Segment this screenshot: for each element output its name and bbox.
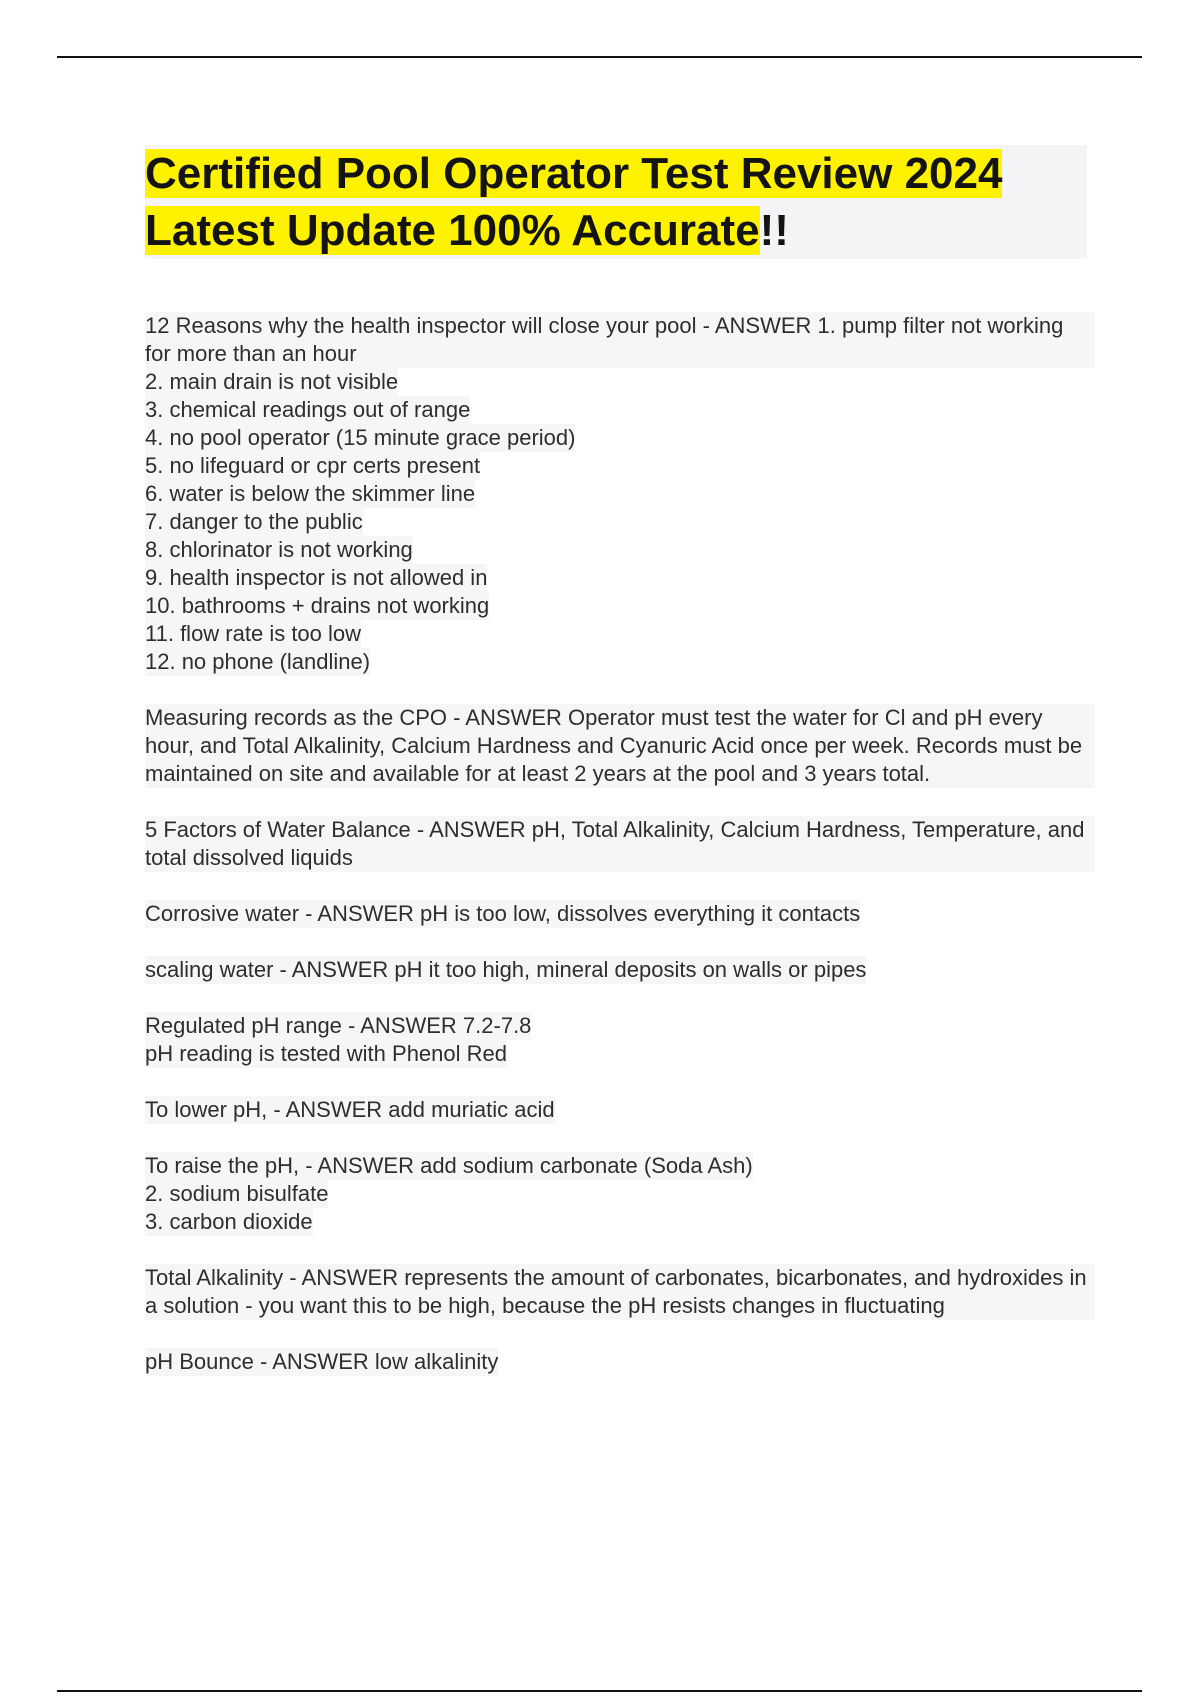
qa-entry (145, 1348, 1095, 1376)
qa-answer-line: 5. no lifeguard or cpr certs present (145, 453, 481, 478)
qa-question-line: Total Alkalinity - ANSWER represents the amount of carbonates, bicarbonates, and hydroxides in a solution - you want this to be high, because the pH resists changes in fluctuating (145, 1264, 1095, 1320)
qa-answer-line: 2. main drain is not visible (145, 369, 399, 394)
qa-entry (145, 312, 1095, 676)
qa-answer-line: 6. water is below the skimmer line (145, 481, 476, 506)
page-title (145, 145, 1087, 259)
qa-answer-line: pH reading is tested with Phenol Red (145, 1041, 507, 1066)
top-rule (57, 56, 1142, 58)
qa-answer-line: 2. sodium bisulfate (145, 1181, 329, 1206)
qa-answer-line: 8. chlorinator is not working (145, 537, 413, 562)
qa-entry (145, 1152, 1095, 1236)
qa-answer-line: 4. no pool operator (15 minute grace period) (145, 425, 576, 450)
qa-entry (145, 1096, 1095, 1124)
qa-entry (145, 1012, 1095, 1068)
qa-entry (145, 1264, 1095, 1320)
qa-question-line: 5 Factors of Water Balance - ANSWER pH, Total Alkalinity, Calcium Hardness, Temperature, and total dissolved liquids (145, 816, 1095, 872)
qa-question-line: To lower pH, - ANSWER add muriatic acid (145, 1097, 555, 1122)
qa-answer-line: 9. health inspector is not allowed in (145, 565, 488, 590)
qa-answer-line: 3. carbon dioxide (145, 1209, 313, 1234)
qa-question-line: Measuring records as the CPO - ANSWER Operator must test the water for Cl and pH every hour, and Total Alkalinity, Calcium Hardness and Cyanuric Acid once per week. Records must be maintained on site and available for at least 2 years at the pool and 3 years total. (145, 704, 1095, 788)
title-block (145, 145, 1087, 259)
qa-question-line: 12 Reasons why the health inspector will close your pool - ANSWER 1. pump filter not working for more than an hour (145, 312, 1095, 368)
qa-answer-line: 3. chemical readings out of range (145, 397, 471, 422)
qa-question-line: scaling water - ANSWER pH it too high, mineral deposits on walls or pipes (145, 957, 867, 982)
qa-entry (145, 956, 1095, 984)
title-suffix: !! (759, 206, 789, 255)
qa-question-line: pH Bounce - ANSWER low alkalinity (145, 1349, 499, 1374)
qa-question-line: Corrosive water - ANSWER pH is too low, dissolves everything it contacts (145, 901, 861, 926)
qa-entry (145, 704, 1095, 788)
qa-answer-line: 12. no phone (landline) (145, 649, 371, 674)
qa-answer-line: 7. danger to the public (145, 509, 363, 534)
title-highlighted-text: Certified Pool Operator Test Review 2024 Latest Update 100% Accurate (145, 149, 1003, 255)
qa-list (145, 312, 1095, 1404)
bottom-rule (57, 1690, 1142, 1692)
qa-answer-line: 11. flow rate is too low (145, 621, 362, 646)
qa-answer-line: 10. bathrooms + drains not working (145, 593, 490, 618)
qa-question-line: Regulated pH range - ANSWER 7.2-7.8 (145, 1013, 532, 1038)
qa-entry (145, 816, 1095, 872)
qa-entry (145, 900, 1095, 928)
qa-question-line: To raise the pH, - ANSWER add sodium carbonate (Soda Ash) (145, 1153, 753, 1178)
